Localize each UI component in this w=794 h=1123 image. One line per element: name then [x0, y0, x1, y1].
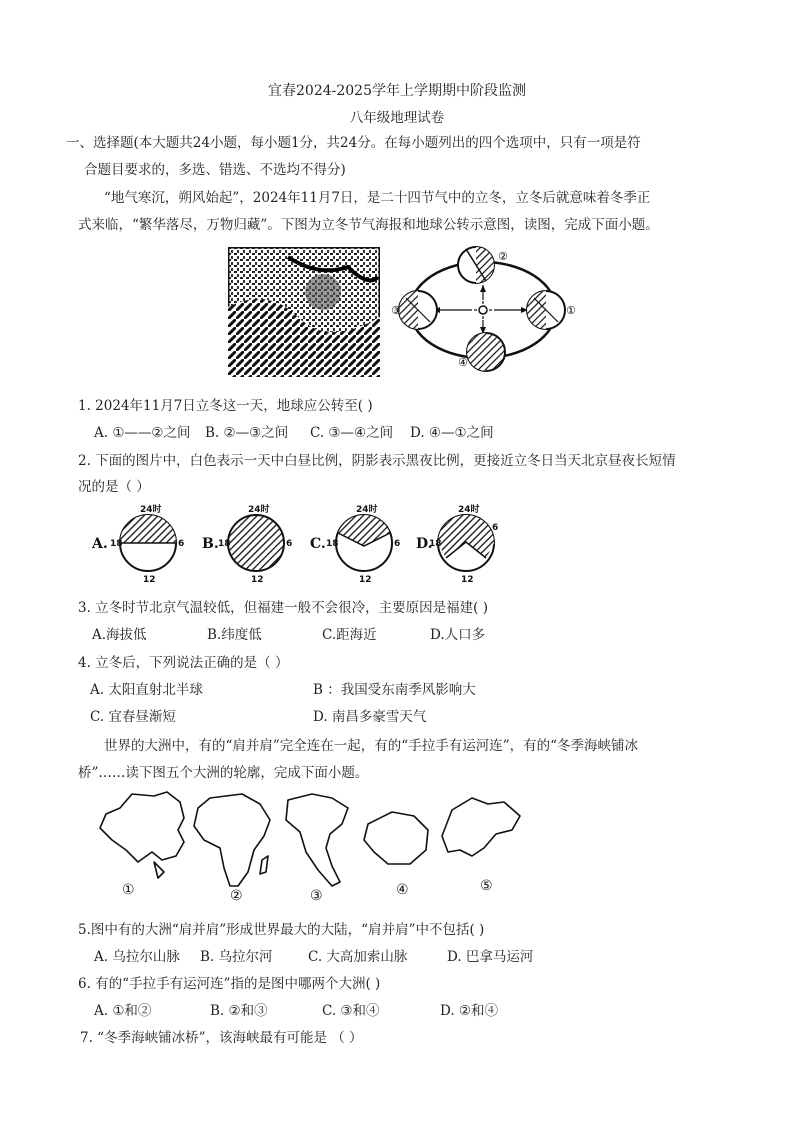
- continent-label-1: ①: [122, 882, 135, 898]
- q6-option-a[interactable]: A. ①和②: [94, 1003, 152, 1019]
- orbit-label-2: ②: [498, 250, 508, 263]
- q3-option-c[interactable]: C.距海近: [322, 627, 377, 643]
- clock-a-top-label: 24时: [140, 505, 162, 515]
- continent-north-america: [286, 794, 348, 886]
- clock-c-top-label: 24时: [356, 505, 378, 515]
- clock-a-right-label: 6: [178, 539, 185, 549]
- q6-option-d[interactable]: D. ②和④: [440, 1003, 499, 1019]
- intro1-line1: “地气寒沉，朔风始起”，2024年11月7日，是二十四节气中的立冬，立冬后就意味着冬季正: [104, 190, 651, 206]
- continent-antarctica: [364, 812, 428, 864]
- continent-asia: [100, 792, 184, 862]
- orbit-label-1: ①: [566, 304, 576, 317]
- continent-europe: [442, 798, 520, 856]
- q1-option-c[interactable]: C. ③—④之间: [310, 425, 394, 441]
- continent-label-5: ⑤: [480, 878, 493, 894]
- exam-title: 宜春2024-2025学年上学期期中阶段监测: [268, 83, 526, 99]
- continent-label-2: ②: [230, 888, 243, 904]
- orbit-label-4: ④: [458, 356, 468, 369]
- exam-subtitle: 八年级地理试卷: [349, 110, 445, 126]
- clock-a-letter: A.: [92, 536, 108, 552]
- q3-stem: 3. 立冬时节北京气温较低，但福建一般不会很冷，主要原因是福建( ): [78, 600, 488, 616]
- q1-stem: 1. 2024年11月7日立冬这一天，地球应公转至( ): [78, 398, 373, 414]
- q6-stem: 6. 有的“手拉手有运河连”指的是图中哪两个大洲( ): [78, 976, 381, 992]
- earth-orbit-diagram: [388, 240, 580, 375]
- q4-stem: 4. 立冬后，下列说法正确的是（ ）: [78, 655, 289, 671]
- clock-a-left-label: 18: [110, 539, 123, 549]
- q6-option-b[interactable]: B. ②和③: [210, 1003, 268, 1019]
- clock-b-left-label: 18: [218, 539, 231, 549]
- q2-stem-line2: 况的是（ ）: [78, 479, 150, 495]
- q5-option-a[interactable]: A. 乌拉尔山脉: [94, 949, 180, 965]
- q5-stem: 5.图中有的大洲“肩并肩”形成世界最大的大陆，“肩并肩”中不包括( ): [78, 922, 485, 938]
- clock-c-left-label: 18: [326, 539, 339, 549]
- day-night-clock-figures: [88, 500, 498, 588]
- intro2-line2: 桥”……读下图五个大洲的轮廓，完成下面小题。: [78, 765, 369, 781]
- clock-b-bottom-label: 12: [251, 575, 264, 585]
- continent-label-4: ④: [396, 882, 409, 898]
- q5-option-c[interactable]: C. 大高加索山脉: [308, 949, 408, 965]
- intro2-line1: 世界的大洲中，有的“肩并肩”完全连在一起，有的“手拉手有运河连”，有的“冬季海峡铺冰: [104, 738, 639, 754]
- q2-stem-line1: 2. 下面的图片中，白色表示一天中白昼比例，阴影表示黑夜比例，更接近立冬日当天北京昼夜长短情: [78, 453, 676, 469]
- clock-d-bottom-label: 12: [461, 575, 474, 585]
- q4-option-a[interactable]: A. 太阳直射北半球: [90, 682, 203, 698]
- intro1-line2: 式来临，“繁华落尽，万物归藏”。下图为立冬节气海报和地球公转示意图，读图，完成下面小题。: [78, 217, 659, 233]
- section-heading-line2: 合题目要求的，多选、错选、不选均不得分): [84, 162, 346, 178]
- clock-c-bottom-label: 12: [359, 575, 372, 585]
- clock-b-top-label: 24时: [248, 505, 270, 515]
- q4-option-b[interactable]: B ：我国受东南季风影响大: [313, 682, 476, 698]
- madagascar-shape: [260, 856, 268, 874]
- q5-option-d[interactable]: D. 巴拿马运河: [447, 949, 534, 965]
- island-shape: [154, 862, 164, 878]
- q4-option-c[interactable]: C. 宜春昼渐短: [90, 709, 176, 725]
- orbit-label-3: ③: [391, 304, 401, 317]
- clock-c-right-label: 6: [394, 539, 401, 549]
- continent-label-3: ③: [310, 888, 323, 904]
- q4-option-d[interactable]: D. 南昌多豪雪天气: [313, 709, 427, 725]
- continents-outline-figure: [92, 790, 532, 905]
- clock-b-letter: B.: [202, 536, 219, 552]
- q1-option-d[interactable]: D. ④—①之间: [410, 425, 494, 441]
- q6-option-c[interactable]: C. ③和④: [322, 1003, 380, 1019]
- q1-option-a[interactable]: A. ①——②之间: [94, 425, 191, 441]
- clock-d-top-label: 24时: [458, 505, 480, 515]
- clock-d-right-label: 6: [492, 523, 498, 533]
- q3-option-b[interactable]: B.纬度低: [207, 627, 262, 643]
- q3-option-d[interactable]: D.人口多: [430, 627, 486, 643]
- lidong-poster-image: [228, 247, 380, 377]
- q7-stem: 7. “冬季海峡铺冰桥”，该海峡最有可能是 （ ）: [80, 1030, 363, 1046]
- clock-b-right-label: 6: [286, 539, 293, 549]
- section-heading-line1: 一、选择题(本大题共24小题，每小题1分，共24分。在每小题列出的四个选项中，只有一项是符: [66, 135, 641, 151]
- continent-africa: [194, 794, 270, 886]
- clock-c-letter: C.: [310, 536, 326, 552]
- clock-d-left-label: 18: [429, 539, 442, 549]
- clock-d-letter: D.: [416, 536, 433, 552]
- q1-option-b[interactable]: B. ②—③之间: [205, 425, 289, 441]
- q5-option-b[interactable]: B. 乌拉尔河: [200, 949, 273, 965]
- clock-a-bottom-label: 12: [143, 575, 156, 585]
- q3-option-a[interactable]: A.海拔低: [92, 627, 147, 643]
